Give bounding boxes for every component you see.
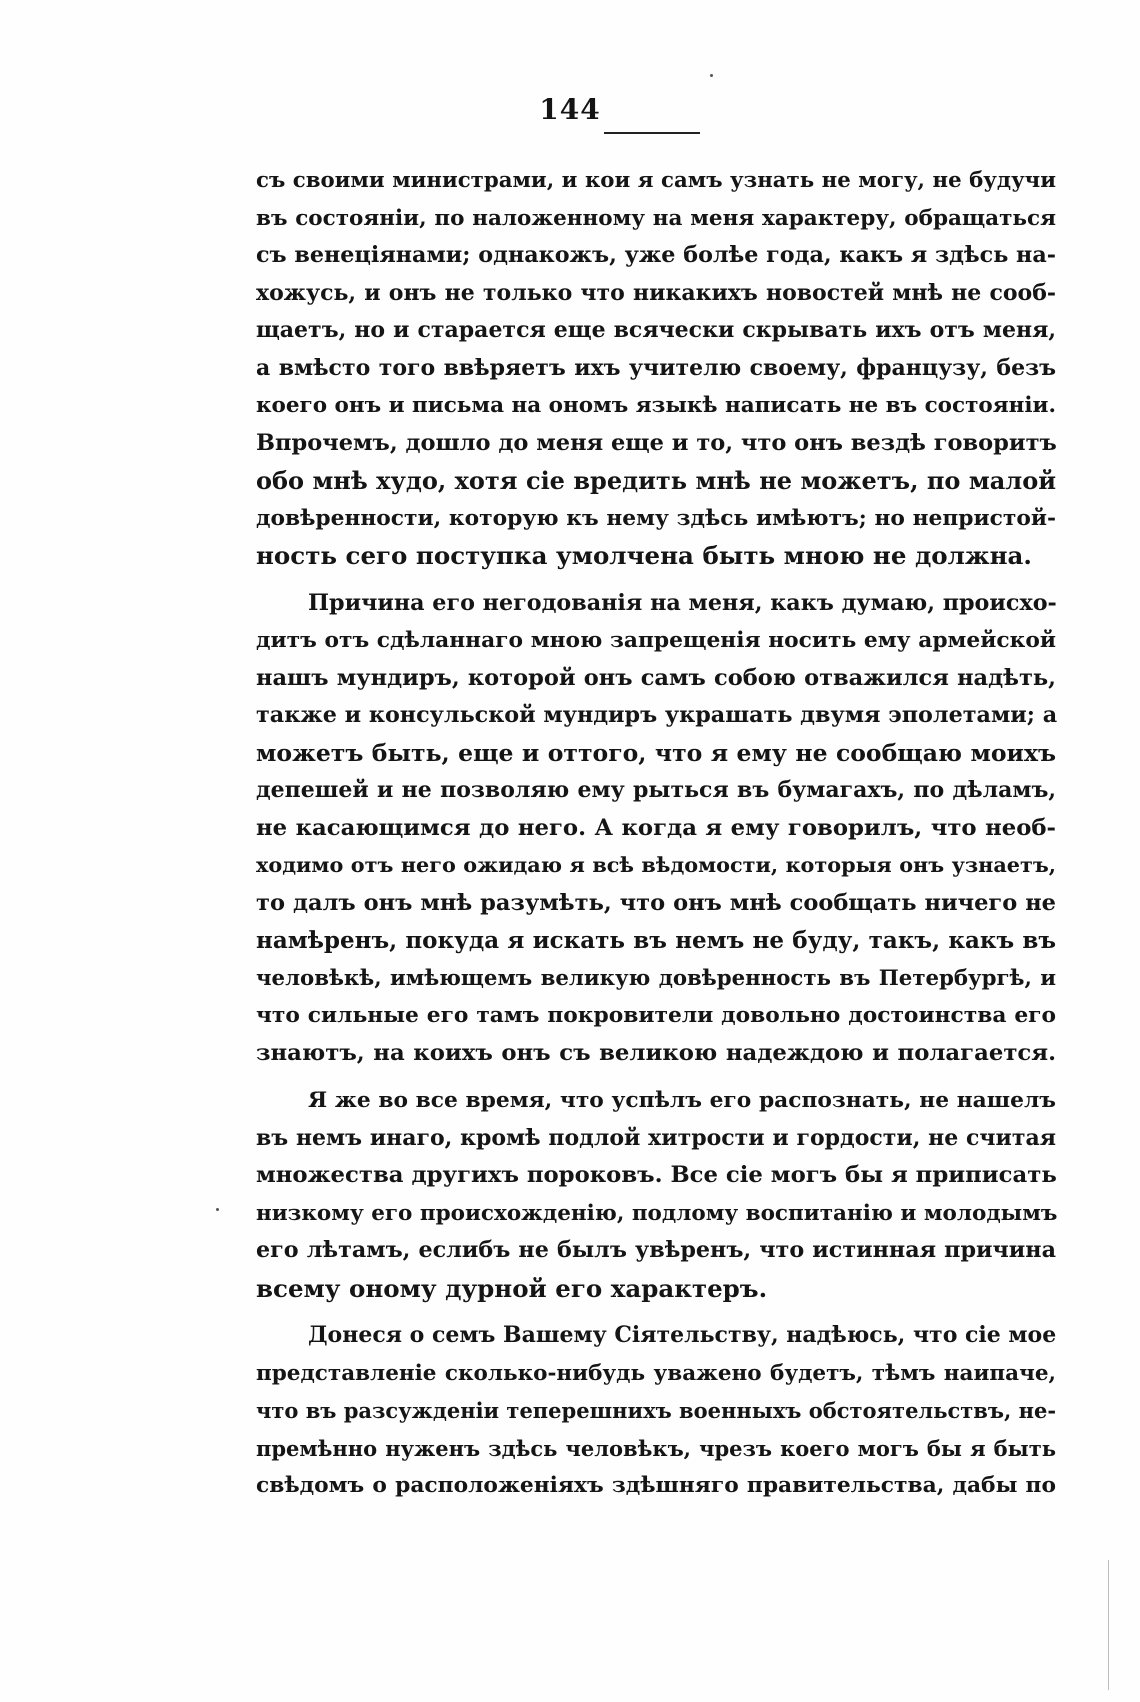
text-line: ходимо отъ него ожидаю я всѣ вѣдомости, которыя онъ узнаетъ, — [256, 853, 1056, 877]
text-line: что въ разсужденiи теперешнихъ военныхъ обстоятельствъ, не- — [256, 1398, 1057, 1423]
text-line: низкому его происхожденiю, подлому воспитанiю и молодымъ — [256, 1200, 1058, 1226]
text-line: можетъ быть, еще и оттого, что я ему не сообщаю моихъ — [256, 738, 1056, 767]
text-line: также и консульской мундиръ украшать двумя эполетами; а — [256, 702, 1058, 728]
text-line: Я же во все время, что успѣлъ его распознать, не нашелъ — [308, 1088, 1056, 1113]
text-line: не касающимся до него. А когда я ему говорилъ, что необ- — [256, 814, 1056, 841]
text-line: Впрочемъ, дошло до меня еще и то, что онъ вездѣ говоритъ — [256, 429, 1057, 456]
text-line: обо мнѣ худо, хотя сiе вредить мнѣ не можетъ, по малой — [256, 466, 1056, 495]
paragraph-gap — [256, 1307, 1056, 1317]
text-line: свѣдомъ о расположенiяхъ здѣшняго правительства, дабы по — [256, 1473, 1056, 1498]
print-speck — [710, 74, 713, 77]
text-line: дитъ отъ сдѣланнаго мною запрещенiя носить ему армейской — [256, 628, 1056, 653]
scan-edge-line — [1108, 1560, 1109, 1690]
paragraph-gap — [256, 575, 1056, 585]
text-line: то далъ онъ мнѣ разумѣть, что онъ мнѣ сообщать ничего не — [256, 889, 1056, 916]
text-line: Донеся о семъ Вашему Сiятельству, надѣюсь, что сiе мое — [308, 1322, 1057, 1348]
text-line: человѣкѣ, имѣющемъ великую довѣренность въ Петербургѣ, и — [256, 965, 1056, 991]
text-line: а вмѣсто того ввѣряетъ ихъ учителю своему, французу, безъ — [256, 354, 1056, 381]
text-line: его лѣтамъ, еслибъ не былъ увѣренъ, что истинная причина — [256, 1237, 1056, 1263]
text-line: Причина его негодованiя на меня, какъ думаю, происхо- — [308, 589, 1057, 616]
page-number-rule — [604, 132, 700, 134]
paragraph-1 — [256, 162, 1056, 575]
text-line: премѣнно нуженъ здѣсь человѣкъ, чрезъ коего могъ бы я быть — [256, 1435, 1056, 1461]
text-line: довѣренности, которую къ нему здѣсь имѣютъ; но непристой- — [256, 505, 1056, 531]
body-text — [256, 162, 1056, 1505]
paragraph-2 — [256, 585, 1056, 1073]
text-line: представленiе сколько-нибудь уважено будетъ, тѣмъ наипаче, — [256, 1360, 1056, 1386]
text-line: хожусь, и онъ не только что никакихъ новостей мнѣ не сооб- — [256, 279, 1056, 306]
text-line: намѣренъ, покуда я искать въ немъ не буду, такъ, какъ въ — [256, 927, 1056, 954]
text-line: въ состоянiи, по наложенному на меня характеру, обращаться — [256, 205, 1056, 231]
text-line: всему оному дурной его характеръ. — [256, 1273, 768, 1303]
text-line: въ немъ инаго, кромѣ подлой хитрости и гордости, не считая — [256, 1124, 1056, 1151]
text-line: съ венецiянами; однакожъ, уже болѣе года, какъ я здѣсь на- — [256, 242, 1056, 268]
text-line: нашъ мундиръ, которой онъ самъ собою отважился надѣть, — [256, 664, 1056, 691]
text-line: знаютъ, на коихъ онъ съ великою надеждою и полагается. — [256, 1039, 1056, 1066]
text-line: депешей и не позволяю ему рыться въ бумагахъ, по дѣламъ, — [256, 777, 1056, 803]
page-number: 144 — [539, 93, 601, 126]
text-line: коего онъ и письма на ономъ языкѣ написать не въ состоянiи. — [256, 393, 1056, 418]
paragraph-4 — [256, 1317, 1056, 1505]
text-line: ность сего поступка умолчена быть мною не должна. — [256, 541, 1032, 570]
text-line: съ своими министрами, и кои я самъ узнать не могу, не будучи — [256, 168, 1056, 193]
text-line: множества другихъ пороковъ. Все сiе могъ бы я приписать — [256, 1162, 1057, 1188]
paragraph-3 — [256, 1082, 1056, 1307]
print-speck — [216, 1208, 219, 1211]
paragraph-gap — [256, 1072, 1056, 1082]
text-line: что сильные его тамъ покровители довольно достоинства его — [256, 1003, 1056, 1028]
text-line: щаетъ, но и старается еще всячески скрывать ихъ отъ меня, — [256, 317, 1056, 343]
